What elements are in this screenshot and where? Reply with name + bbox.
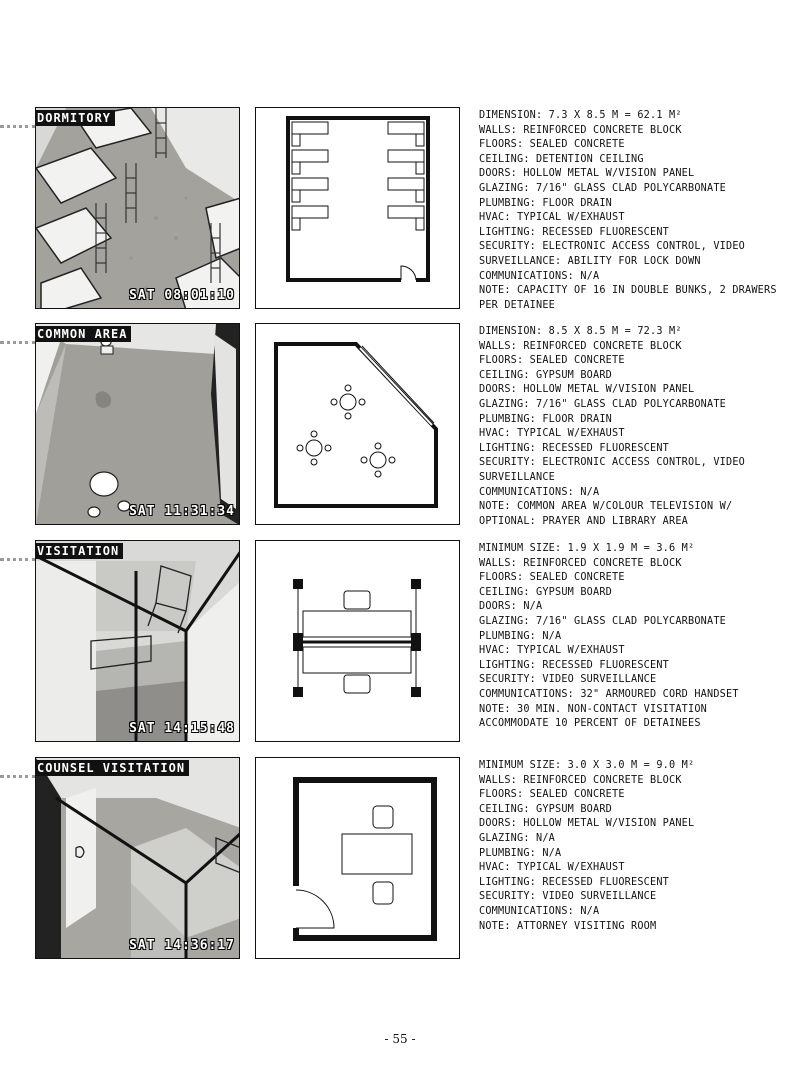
spec-line: DOORS: HOLLOW METAL W/VISION PANEL bbox=[479, 168, 695, 180]
spec-line: WALLS: REINFORCED CONCRETE BLOCK bbox=[479, 124, 682, 136]
spec-line: NOTE: 30 MIN. NON-CONTACT VISITATION bbox=[479, 703, 708, 715]
spec-list-common-area bbox=[479, 325, 779, 529]
leader-dots bbox=[0, 558, 36, 561]
spec-line: WALLS: REINFORCED CONCRETE BLOCK bbox=[479, 557, 682, 569]
spec-line: LIGHTING: RECESSED FLUORESCENT bbox=[479, 659, 670, 671]
leader-dots bbox=[0, 125, 36, 128]
spec-line: GLAZING: 7/16" GLASS CLAD POLYCARBONATE bbox=[479, 398, 727, 410]
floor-plan-visitation bbox=[255, 540, 460, 742]
camera-label: COUNSEL VISITATION bbox=[36, 760, 189, 776]
spec-line: PLUMBING: N/A bbox=[479, 847, 562, 859]
plan-drawing-counsel-visitation bbox=[256, 758, 461, 960]
section-visitation bbox=[0, 540, 800, 760]
camera-view-counsel-visitation bbox=[35, 757, 240, 959]
camera-label: VISITATION bbox=[36, 543, 123, 559]
spec-line: SECURITY: ELECTRONIC ACCESS CONTROL, VIDEO bbox=[479, 241, 746, 253]
cctv-image-counsel-visitation bbox=[36, 758, 240, 959]
floor-plan-dormitory bbox=[255, 107, 460, 309]
spec-list-counsel-visitation bbox=[479, 759, 779, 934]
spec-line: LIGHTING: RECESSED FLUORESCENT bbox=[479, 442, 670, 454]
spec-line: LIGHTING: RECESSED FLUORESCENT bbox=[479, 876, 670, 888]
cctv-image-common-area bbox=[36, 324, 240, 525]
camera-label: DORMITORY bbox=[36, 110, 115, 126]
plan-drawing-common-area bbox=[256, 324, 461, 526]
spec-line: PER DETAINEE bbox=[479, 299, 556, 311]
spec-line: MINIMUM SIZE: 1.9 X 1.9 M = 3.6 M² bbox=[479, 543, 695, 554]
spec-line: ACCOMMODATE 10 PERCENT OF DETAINEES bbox=[479, 718, 701, 730]
spec-line: COMMUNICATIONS: N/A bbox=[479, 486, 600, 498]
spec-line: SECURITY: VIDEO SURVEILLANCE bbox=[479, 674, 657, 686]
spec-line: CEILING: GYPSUM BOARD bbox=[479, 369, 613, 381]
spec-line: PLUMBING: N/A bbox=[479, 630, 562, 642]
spec-line: PLUMBING: FLOOR DRAIN bbox=[479, 413, 613, 425]
spec-line: DIMENSION: 8.5 X 8.5 M = 72.3 M² bbox=[479, 326, 682, 337]
spec-line: FLOORS: SEALED CONCRETE bbox=[479, 789, 625, 801]
spec-line: GLAZING: 7/16" GLASS CLAD POLYCARBONATE bbox=[479, 615, 727, 627]
spec-line: COMMUNICATIONS: N/A bbox=[479, 270, 600, 282]
spec-line: OPTIONAL: PRAYER AND LIBRARY AREA bbox=[479, 515, 689, 527]
leader-dots bbox=[0, 775, 36, 778]
spec-line: GLAZING: N/A bbox=[479, 832, 556, 844]
spec-list-visitation bbox=[479, 542, 779, 732]
spec-list-dormitory bbox=[479, 109, 779, 313]
spec-line: LIGHTING: RECESSED FLUORESCENT bbox=[479, 226, 670, 238]
section-dormitory bbox=[0, 107, 800, 327]
floor-plan-counsel-visitation bbox=[255, 757, 460, 959]
spec-line: NOTE: CAPACITY OF 16 IN DOUBLE BUNKS, 2 DRAWERS bbox=[479, 285, 777, 297]
section-common-area bbox=[0, 323, 800, 543]
section-counsel-visitation bbox=[0, 757, 800, 977]
spec-line: SECURITY: ELECTRONIC ACCESS CONTROL, VIDEO bbox=[479, 457, 746, 469]
spec-line: HVAC: TYPICAL W/EXHAUST bbox=[479, 428, 625, 440]
camera-view-common-area bbox=[35, 323, 240, 525]
spec-line: GLAZING: 7/16" GLASS CLAD POLYCARBONATE bbox=[479, 182, 727, 194]
plan-drawing-dormitory bbox=[256, 108, 461, 310]
spec-line: FLOORS: SEALED CONCRETE bbox=[479, 355, 625, 367]
spec-line: DOORS: N/A bbox=[479, 601, 543, 613]
spec-line: NOTE: ATTORNEY VISITING ROOM bbox=[479, 920, 657, 932]
spec-line: DOORS: HOLLOW METAL W/VISION PANEL bbox=[479, 818, 695, 830]
spec-line: HVAC: TYPICAL W/EXHAUST bbox=[479, 862, 625, 874]
spec-line: MINIMUM SIZE: 3.0 X 3.0 M = 9.0 M² bbox=[479, 760, 695, 771]
spec-line: DOORS: HOLLOW METAL W/VISION PANEL bbox=[479, 384, 695, 396]
spec-line: WALLS: REINFORCED CONCRETE BLOCK bbox=[479, 774, 682, 786]
camera-view-dormitory bbox=[35, 107, 240, 309]
cctv-image-dormitory bbox=[36, 108, 240, 309]
camera-timestamp: SAT 14:15:48 bbox=[129, 721, 235, 736]
camera-label: COMMON AREA bbox=[36, 326, 131, 342]
spec-line: NOTE: COMMON AREA W/COLOUR TELEVISION W/ bbox=[479, 501, 733, 513]
spec-line: HVAC: TYPICAL W/EXHAUST bbox=[479, 645, 625, 657]
cctv-image-visitation bbox=[36, 541, 240, 742]
camera-timestamp: SAT 08:01:10 bbox=[129, 288, 235, 303]
leader-dots bbox=[0, 341, 36, 344]
spec-line: COMMUNICATIONS: 32" ARMOURED CORD HANDSET bbox=[479, 688, 739, 700]
camera-view-visitation bbox=[35, 540, 240, 742]
spec-line: SECURITY: VIDEO SURVEILLANCE bbox=[479, 891, 657, 903]
spec-line: FLOORS: SEALED CONCRETE bbox=[479, 572, 625, 584]
camera-timestamp: SAT 14:36:17 bbox=[129, 938, 235, 953]
page-number: - 55 - bbox=[384, 1032, 416, 1046]
spec-line: CEILING: GYPSUM BOARD bbox=[479, 586, 613, 598]
camera-timestamp: SAT 11:31:34 bbox=[129, 504, 235, 519]
spec-line: COMMUNICATIONS: N/A bbox=[479, 905, 600, 917]
spec-line: HVAC: TYPICAL W/EXHAUST bbox=[479, 212, 625, 224]
spec-line: CEILING: DETENTION CEILING bbox=[479, 153, 644, 165]
plan-drawing-visitation bbox=[256, 541, 461, 743]
spec-line: CEILING: GYPSUM BOARD bbox=[479, 803, 613, 815]
spec-line: DIMENSION: 7.3 X 8.5 M = 62.1 M² bbox=[479, 110, 682, 121]
spec-line: SURVEILLANCE: ABILITY FOR LOCK DOWN bbox=[479, 255, 701, 267]
floor-plan-common-area bbox=[255, 323, 460, 525]
spec-line: PLUMBING: FLOOR DRAIN bbox=[479, 197, 613, 209]
spec-line: WALLS: REINFORCED CONCRETE BLOCK bbox=[479, 340, 682, 352]
spec-line: FLOORS: SEALED CONCRETE bbox=[479, 139, 625, 151]
spec-line: SURVEILLANCE bbox=[479, 471, 556, 483]
